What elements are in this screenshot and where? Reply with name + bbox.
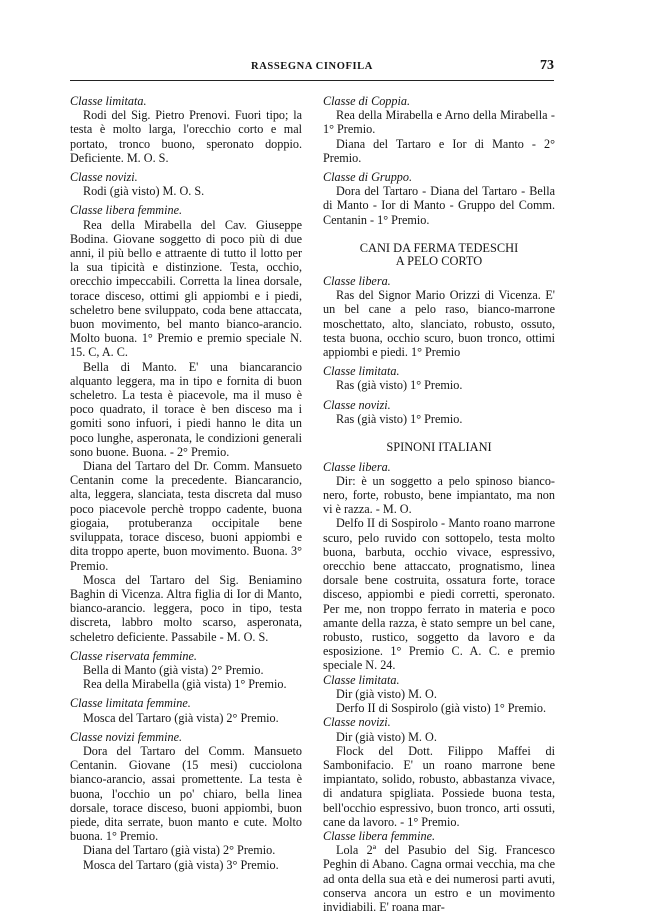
section-heading: CANI DA FERMA TEDESCHI (359, 240, 519, 255)
paragraph: Ras (già visto) 1° Premio. (336, 378, 463, 393)
page-number: 73 (540, 58, 554, 73)
class-heading: Classe limitata. (323, 364, 400, 379)
class-heading: Classe riservata femmine. (70, 648, 197, 663)
class-heading: Classe limitata. (323, 672, 400, 687)
paragraph: Rodi (già visto) M. O. S. (83, 184, 205, 199)
right-column (323, 94, 555, 914)
paragraph: Dora del Tartaro del Comm. Mansueto Centanin. Giovane (15 mesi) cucciolona bianco-arancio, assai promettente. La testa è buona, l'occhio un po' chiaro, bella linea dorsale, torace disceso, buoni appiombi, buon piede, dita serrate, buon manto e cute. Molto buona. 1° Premio. (70, 743, 302, 844)
paragraph: Rea della Mirabella (già vista) 1° Premio. (83, 677, 287, 692)
paragraph: Mosca del Tartaro (già vista) 2° Premio. (83, 710, 279, 725)
paragraph: Rodi del Sig. Pietro Prenovi. Fuori tipo; la testa è molto larga, l'orecchio corto e mal portato, tronco buono, speronato doppio. Deficiente. M. O. S. (70, 108, 302, 165)
paragraph: Lola 2ª del Pasubio del Sig. Francesco Peghin di Abano. Cagna ormai vecchia, ma che ad onta della sua età e dei numerosi parti avuti, conserva ancora un estro e un movimento invidiabili. E' roana mar- (323, 843, 555, 914)
running-title: RASSEGNA CINOFILA (251, 61, 373, 72)
paragraph: Mosca del Tartaro del Sig. Beniamino Baghin di Vicenza. Altra figlia di Ior di Manto, bianco-arancio. leggera, poco in tipo, testa discreta, labbro molto scarso, asperonata, scheletro deficiente. Passabile - M. O. S. (70, 572, 302, 644)
section-subheading: A PELO CORTO (395, 254, 483, 269)
paragraph: Delfo II di Sospirolo - Manto roano marrone scuro, pelo ruvido con sottopelo, testa molto buona, barbuta, occhio vivace, espressivo, orecchio bene attaccato, prognatismo, linea dorsale bene costruita, ossatura forte, torace disceso, appiombi e piedi corretti, speronato. Per me, non troppo ferrato in materia e poco amante della razza, è stato sempre un bel cane, robusto, rustico, soggetto da lavoro e da esposizione. 1° Premio C. A. C. e premio speciale N. 24. (323, 516, 555, 673)
paragraph: Diana del Tartaro e Ior di Manto - 2° Premio. (323, 136, 555, 165)
paragraph: Diana del Tartaro del Dr. Comm. Mansueto Centanin come la precedente. Biancarancio, alta, leggera, slanciata, testa discreta dal muso poco piacevole perchè troppo cadente, buona giogaia, protuberanza occipitale bene sviluppata, torace disceso, buoni appiombi e dita troppo aperte, buon movimento. Buona. 3° Premio. (70, 459, 302, 573)
paragraph: Dir (già visto) M. O. (336, 729, 437, 744)
class-heading: Classe di Coppia. (323, 94, 411, 108)
class-heading: Classe novizi femmine. (70, 729, 183, 744)
class-heading: Classe limitata. (70, 94, 147, 108)
paragraph: Diana del Tartaro (già vista) 2° Premio. (83, 843, 276, 858)
paragraph: Ras (già visto) 1° Premio. (336, 411, 463, 426)
header-rule (70, 80, 554, 81)
paragraph: Rea della Mirabella del Cav. Giuseppe Bodina. Giovane soggetto di poco più di due anni, il più bello e attraente di tutto il lotto per la sua tipicità e distinzione. Testa, occhio, orecchio impeccabili. Corretta la linea dorsale, torace disceso, ottimi gli appiombi e i piedi, scheletro bene sviluppato, coda bene attaccata, buon movimento, bel manto bianco-arancio. Molto buona. 1° Premio e premio speciale N. 15. C, A. C. (70, 217, 302, 360)
class-heading: Classe novizi. (323, 397, 391, 412)
page-header (70, 58, 554, 78)
paragraph: Dir (già visto) M. O. (336, 686, 437, 701)
section-heading: SPINONI ITALIANI (386, 440, 492, 455)
paragraph: Flock del Dott. Filippo Maffei di Sambonifacio. E' un roano marrone bene impiantato, solido, robusto, abbastanza vivace, di andatura spigliata. Possiede buona testa, bell'occhio espressivo, buon tronco, arti ossuti, cane da lavoro. - 1° Premio. (323, 743, 555, 829)
class-heading: Classe libera femmine. (70, 203, 183, 218)
left-column (70, 94, 302, 872)
class-heading: Classe libera. (323, 274, 391, 289)
class-heading: Classe limitata femmine. (70, 696, 191, 711)
paragraph: Derfo II di Sospirolo (già visto) 1° Premio. (336, 701, 547, 716)
class-heading: Classe di Gruppo. (323, 170, 413, 185)
paragraph: Dora del Tartaro - Diana del Tartaro - Bella di Manto - Ior di Manto - Gruppo del Comm. Centanin - 1° Premio. (323, 184, 555, 227)
paragraph: Ras del Signor Mario Orizzi di Vicenza. E' un bel cane a pelo raso, bianco-marrone moschettato, alto, slanciato, robusto, ossuto, testa buona, occhio scuro, buon tronco, ottimi appiombi e piedi. 1° Premio (323, 288, 555, 360)
class-heading: Classe libera. (323, 459, 391, 474)
paragraph: Rea della Mirabella e Arno della Mirabella - 1° Premio. (323, 108, 555, 137)
class-heading: Classe novizi. (70, 170, 138, 185)
paragraph: Mosca del Tartaro (già vista) 3° Premio. (83, 857, 279, 872)
paragraph: Bella di Manto. E' una biancarancio alquanto leggera, ma in tipo e fornita di buon scheletro. La testa è piacevole, ma il muso è poco quadrato, il torace è ben disceso ma i gomiti sono infuori, i piedi hanno le dita un poco lunghe, asperonata, le condizioni generali sono buone. Buona. - 2° Premio. (70, 359, 302, 459)
class-heading: Classe libera femmine. (323, 828, 436, 843)
paragraph: Dir: è un soggetto a pelo spinoso bianco-nero, forte, robusto, bene impiantato, ma non vi è razza. - M. O. (323, 473, 555, 517)
class-heading: Classe novizi. (323, 715, 391, 730)
paragraph: Bella di Manto (già vista) 2° Premio. (83, 662, 264, 677)
